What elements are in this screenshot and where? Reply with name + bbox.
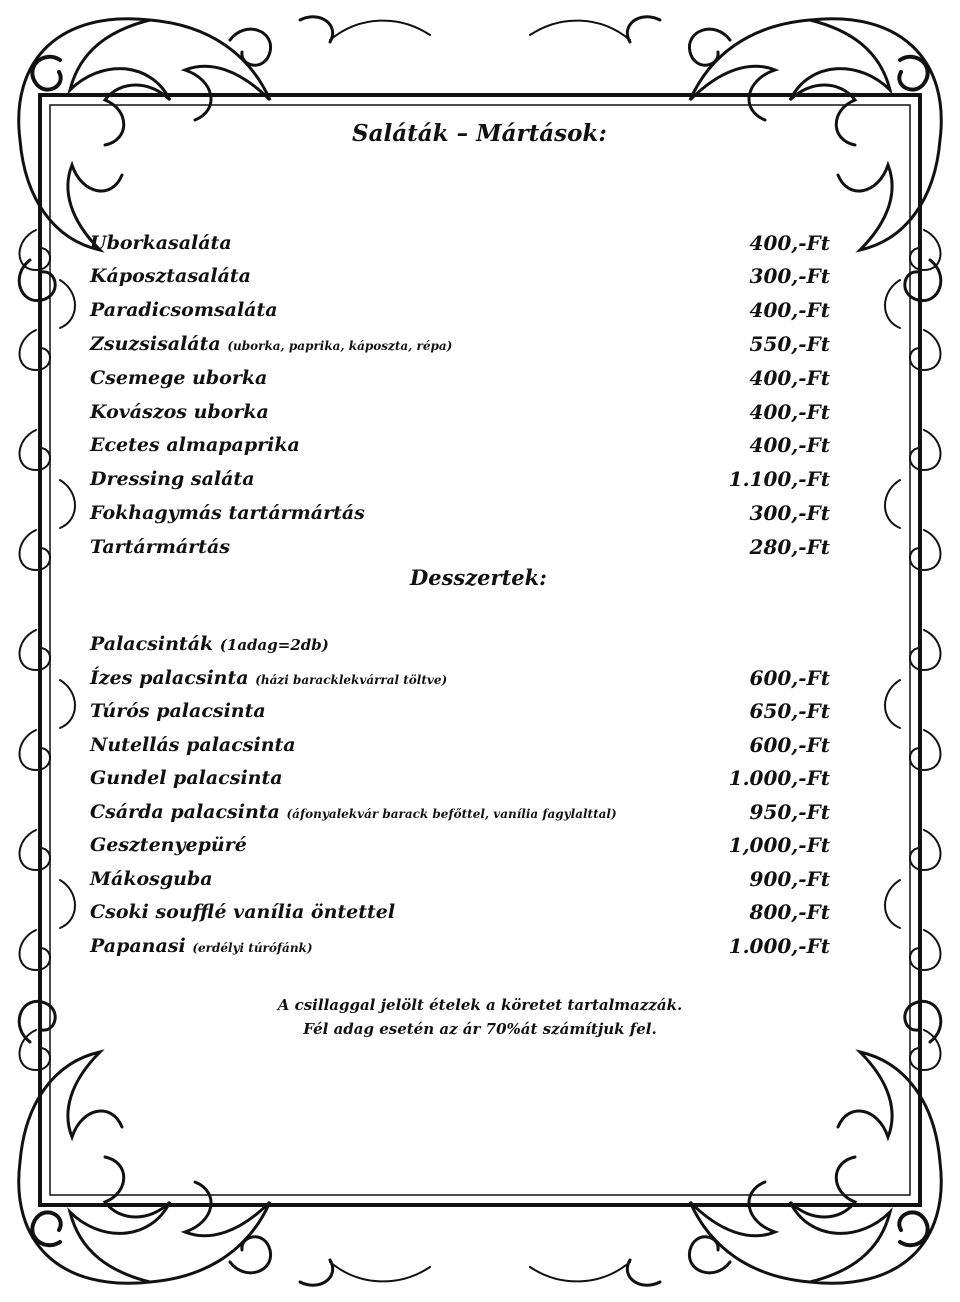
menu-item-price: 1.100,-Ft [728,467,830,492]
menu-item-name: Uborkasaláta [90,231,232,254]
menu-item-name: Káposztasaláta [90,265,251,288]
menu-item-row [90,361,830,394]
menu-item-name: Paradicsomsaláta [90,299,278,322]
menu-item-name: Csoki soufflé vanília öntettel [90,901,396,923]
menu-item-name: Papanasi [90,934,186,957]
menu-item-price: 1.000,-Ft [728,933,830,958]
menu-item-row [90,463,830,496]
menu-item-note: (házi baracklekvárral töltve) [255,672,448,687]
footer-note-1: A csillaggal jelölt ételek a köretet tartalmazzák. [277,996,683,1014]
menu-item-name: Zsuzsisaláta [90,332,221,355]
menu-item-price: 1,000,-Ft [728,833,830,857]
menu-item-price: 400,-Ft [749,230,830,255]
menu-item-price: 400,-Ft [749,399,830,424]
salads-heading: Saláták – Mártások: [352,120,607,147]
menu-item-name: Kovászos uborka [90,400,269,423]
menu-item-price: 600,-Ft [749,732,830,757]
menu-item-note: (áfonyalekvár barack befőttel, vanília fagylalttal) [286,806,617,821]
menu-item-row [90,762,830,795]
footer-note-2: Fél adag esetén az ár 70%át számítjuk fel. [303,1020,657,1038]
menu-item-row [90,862,830,895]
pancakes-subheading-note: (1adag=2db) [219,635,329,654]
menu-item-row [90,530,830,563]
menu-item-name: Csemege uborka [90,366,268,389]
menu-item-price: 650,-Ft [749,699,830,723]
menu-item-row [90,661,830,694]
menu-item-name: Ecetes almapaprika [90,434,300,457]
menu-item-row [90,728,830,761]
menu-item-name: Ízes palacsinta [90,666,249,689]
menu-item-row [90,260,830,293]
menu-item-name: Gundel palacsinta [90,767,283,789]
menu-item-price: 600,-Ft [749,665,830,690]
menu-item-row [90,496,830,529]
menu-item-name: Nutellás palacsinta [90,733,296,756]
menu-item-row [90,327,830,360]
menu-item-price: 400,-Ft [749,433,830,458]
menu-item-row [90,395,830,428]
menu-item-row [90,226,830,259]
menu-item-name: Túrós palacsinta [90,700,266,722]
menu-item-name: Gesztenyepüré [90,834,247,856]
menu-item-name: Tartármártás [90,535,230,558]
menu-item-name: Dressing saláta [90,468,255,491]
menu-item-price: 300,-Ft [749,264,830,289]
menu-item-row [90,795,830,828]
menu-item-row [90,294,830,327]
menu-item-price: 1.000,-Ft [728,766,830,790]
pancakes-subheading-label: Palacsinták [90,632,214,655]
pancakes-subheading [90,627,830,660]
menu-item-price: 280,-Ft [749,534,830,559]
menu-item-price: 400,-Ft [749,298,830,323]
menu-item-row [90,695,830,728]
menu-item-price: 950,-Ft [749,799,830,824]
menu-item-price: 800,-Ft [749,900,830,924]
desserts-heading: Desszertek: [410,565,547,590]
menu-item-price: 900,-Ft [749,866,830,891]
menu-item-row [90,429,830,462]
menu-item-row [90,896,830,929]
menu-item-name: Csárda palacsinta [90,800,280,823]
menu-item-row [90,929,830,962]
menu-item-note: (uborka, paprika, káposzta, répa) [227,338,453,353]
menu-item-price: 400,-Ft [749,365,830,390]
menu-item-row [90,829,830,862]
menu-item-name: Fokhagymás tartármártás [90,501,365,524]
menu-item-price: 300,-Ft [749,500,830,525]
menu-item-note: (erdélyi túrófánk) [192,940,313,955]
menu-item-price: 550,-Ft [749,331,830,356]
menu-item-name: Mákosguba [90,867,213,890]
